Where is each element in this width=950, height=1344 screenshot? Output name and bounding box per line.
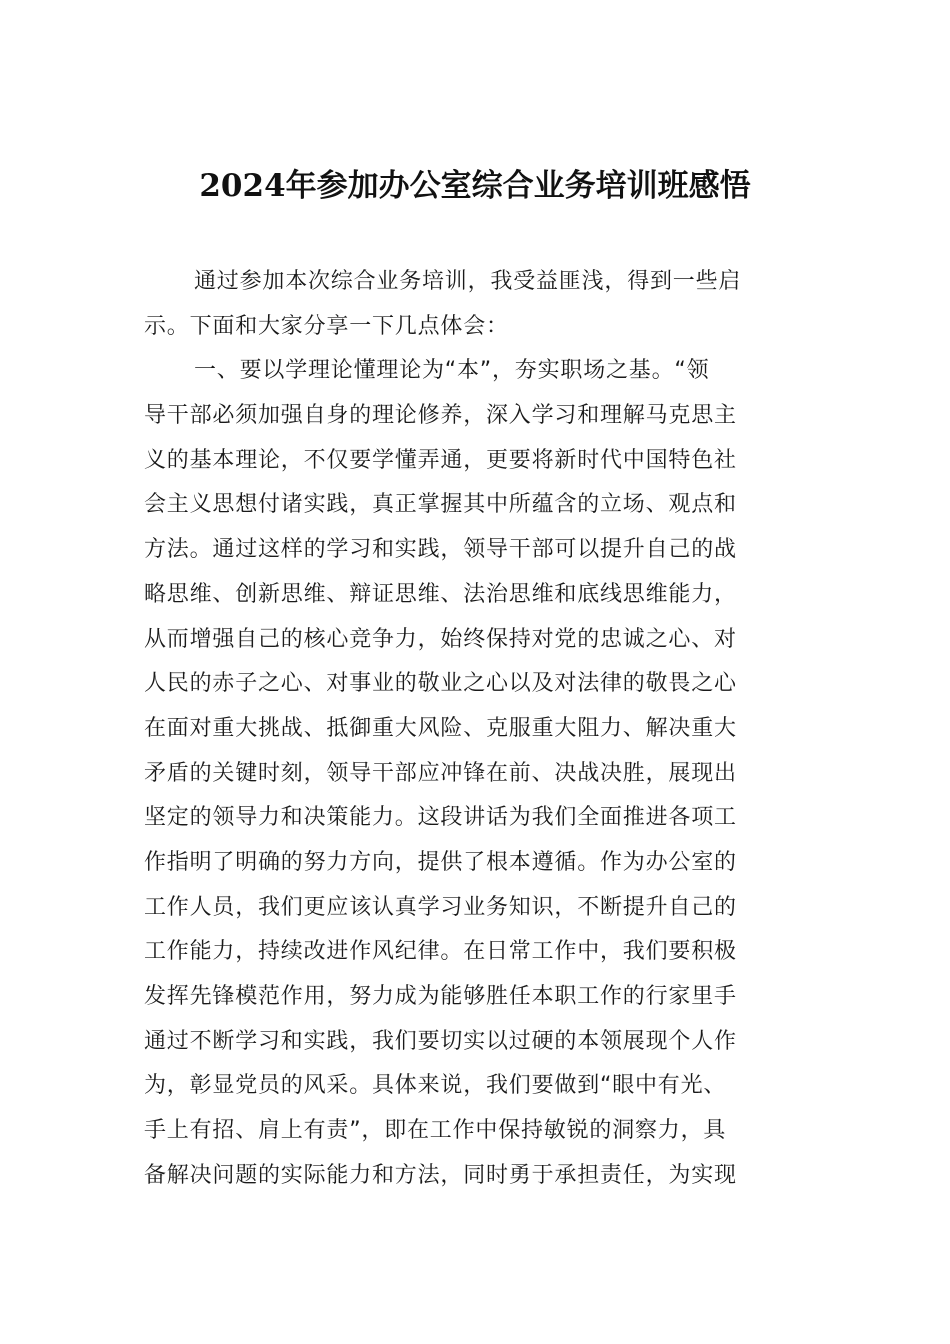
body-line: 备解决问题的实际能力和方法，同时勇于承担责任，为实现 [144, 1162, 737, 1188]
document-body [144, 260, 810, 1198]
body-line: 示。下面和大家分享一下几点体会： [144, 313, 509, 339]
body-line: 手上有招、肩上有责”，即在工作中保持敏锐的洞察力，具 [144, 1118, 727, 1144]
body-line: 在面对重大挑战、抵御重大风险、克服重大阻力、解决重大 [144, 715, 737, 741]
body-line: 人民的赤子之心、对事业的敬业之心以及对法律的敬畏之心 [144, 671, 737, 697]
body-line: 为，彰显党员的风采。具体来说，我们要做到“眼中有光、 [144, 1073, 727, 1099]
body-line: 发挥先锋模范作用，努力成为能够胜任本职工作的行家里手 [144, 984, 737, 1009]
body-line: 从而增强自己的核心竞争力，始终保持对党的忠诚之心、对 [144, 626, 737, 652]
body-line: 通过参加本次综合业务培训，我受益匪浅，得到一些启 [194, 269, 742, 294]
body-line: 工作人员，我们更应该认真学习业务知识，不断提升自己的 [144, 894, 737, 920]
body-line: 一、要以学理论懂理论为“本”，夯实职场之基。“领 [194, 358, 710, 384]
body-line: 矛盾的关键时刻，领导干部应冲锋在前、决战决胜，展现出 [144, 760, 737, 786]
body-line: 导干部必须加强自身的理论修养，深入学习和理解马克思主 [144, 403, 737, 429]
body-line: 通过不断学习和实践，我们要切实以过硬的本领展现个人作 [144, 1028, 737, 1054]
body-line: 会主义思想付诸实践，真正掌握其中所蕴含的立场、观点和 [144, 492, 737, 518]
body-line: 坚定的领导力和决策能力。这段讲话为我们全面推进各项工 [144, 805, 737, 831]
body-line: 略思维、创新思维、辩证思维、法治思维和底线思维能力， [144, 581, 737, 607]
body-line: 义的基本理论，不仅要学懂弄通，更要将新时代中国特色社 [144, 447, 737, 473]
body-line: 方法。通过这样的学习和实践，领导干部可以提升自己的战 [144, 537, 737, 563]
body-line: 工作能力，持续改进作风纪律。在日常工作中，我们要积极 [144, 939, 737, 965]
body-line: 作指明了明确的努力方向，提供了根本遵循。作为办公室的 [144, 849, 737, 875]
document-title: 2024年参加办公室综合业务培训班感悟 [199, 168, 751, 204]
